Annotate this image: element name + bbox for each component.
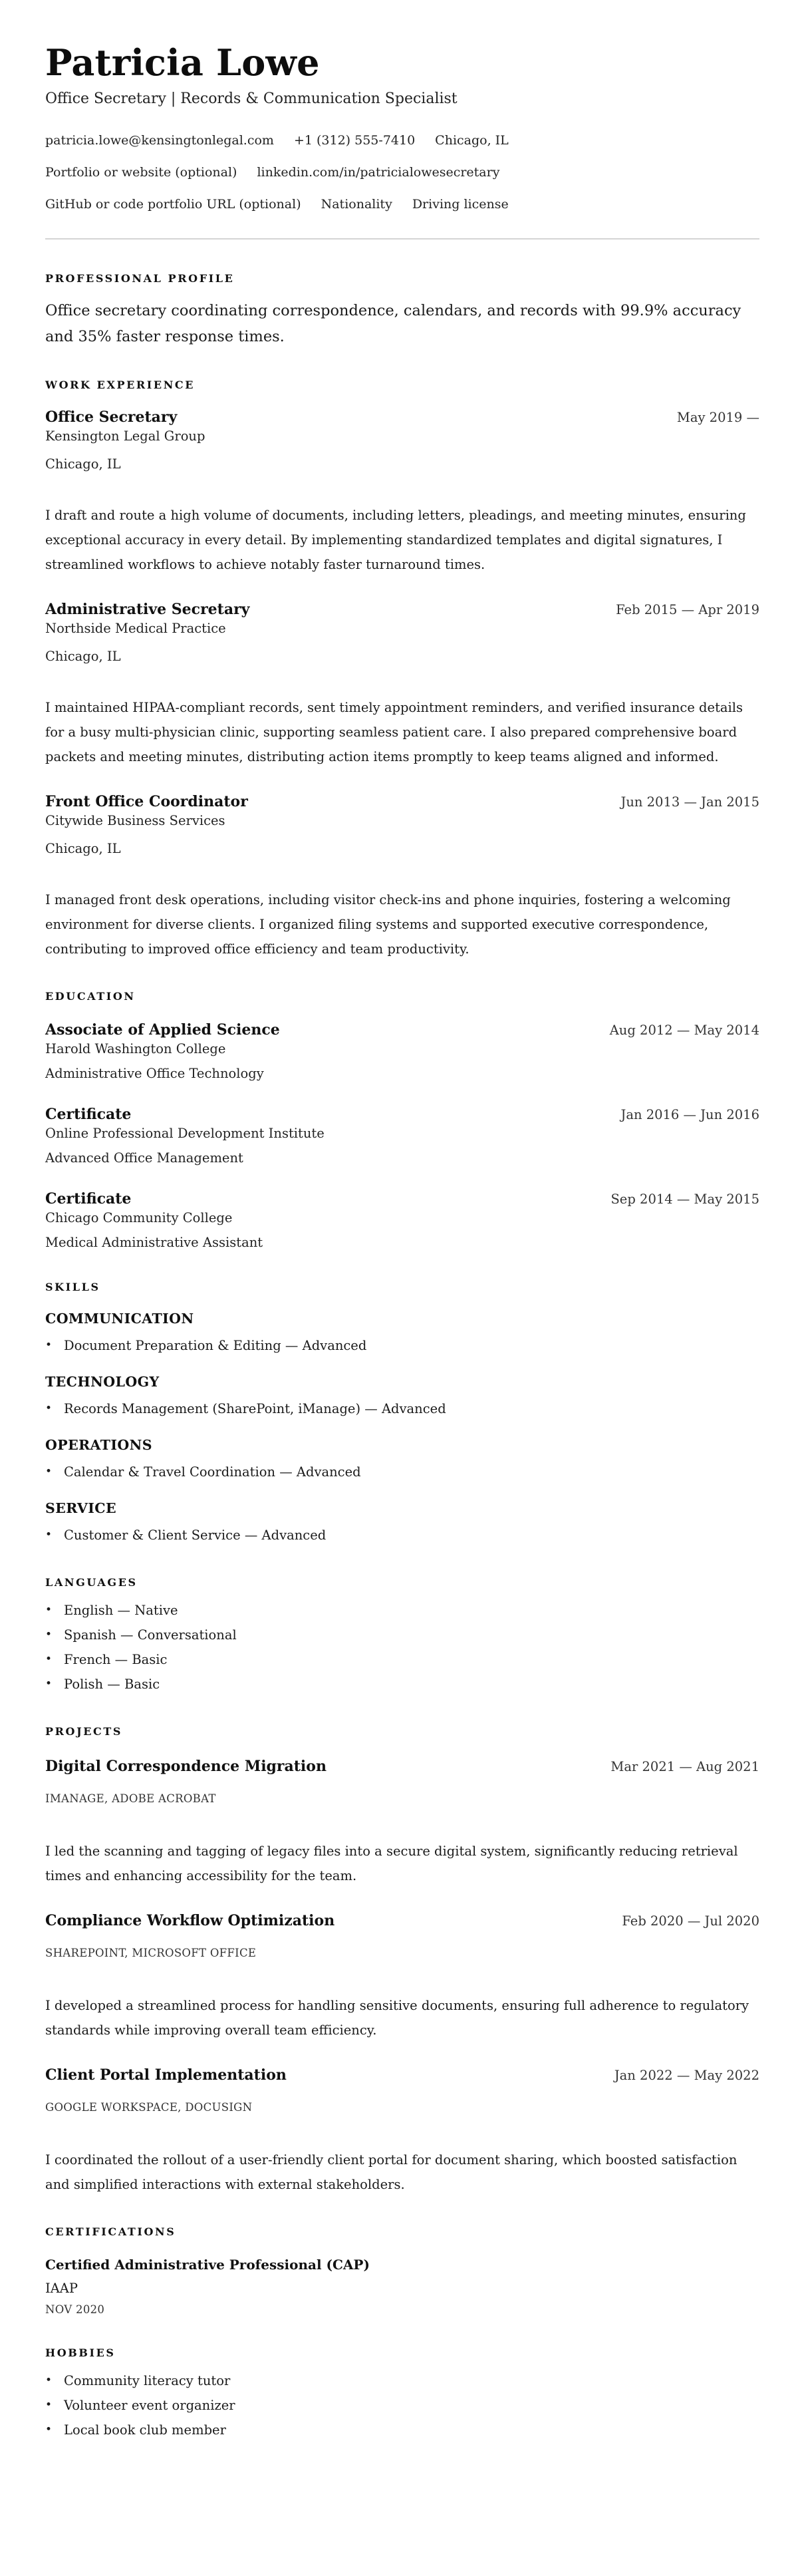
school: Online Professional Development Institute xyxy=(45,1126,325,1141)
section-projects xyxy=(45,1724,759,2197)
project-tools: IMANAGE, ADOBE ACROBAT xyxy=(45,1792,216,1805)
education-entry xyxy=(45,1104,759,1168)
work-entry xyxy=(45,407,759,577)
section-skills xyxy=(45,1280,759,1547)
project-entry xyxy=(45,2065,759,2197)
work-entry xyxy=(45,599,759,769)
contact-github[interactable]: GitHub or code portfolio URL (optional) xyxy=(45,197,301,212)
project-tools: GOOGLE WORKSPACE, DOCUSIGN xyxy=(45,2101,253,2114)
certification-name: Certified Administrative Professional (CAP) xyxy=(45,2257,370,2273)
contact-driving-license: Driving license xyxy=(412,197,509,212)
contact-linkedin[interactable]: linkedin.com/in/patricialowesecretary xyxy=(257,165,500,180)
section-education xyxy=(45,989,759,1252)
education-entry xyxy=(45,1020,759,1083)
job-dates: Jun 2013 — Jan 2015 xyxy=(620,794,759,810)
language-list xyxy=(45,1598,759,1696)
section-hobbies xyxy=(45,2346,759,2442)
contact-phone[interactable]: +1 (312) 555-7410 xyxy=(293,133,416,148)
work-entry xyxy=(45,792,759,961)
degree: Certificate xyxy=(45,1106,132,1123)
section-title: PROFESSIONAL PROFILE xyxy=(45,272,235,285)
section-title: HOBBIES xyxy=(45,2346,116,2359)
section-languages xyxy=(45,1575,759,1696)
hobby-item: • Community literacy tutor xyxy=(45,2368,759,2393)
project-entry xyxy=(45,1911,759,2042)
project-dates: Jan 2022 — May 2022 xyxy=(614,2068,759,2083)
skill-item: • Records Management (SharePoint, iManage) — Advanced xyxy=(45,1396,759,1421)
section-profile xyxy=(45,271,759,350)
skill-category: SERVICE xyxy=(45,1500,116,1516)
field-of-study: Medical Administrative Assistant xyxy=(45,1235,263,1250)
education-dates: Aug 2012 — May 2014 xyxy=(609,1023,759,1038)
job-description: I managed front desk operations, including visitor check-ins and phone inquiries, fostering a welcoming environment for diverse clients. I organized filing systems and supported executive correspondence, contributing to improved office efficiency and team productivity. xyxy=(45,892,731,957)
education-dates: Sep 2014 — May 2015 xyxy=(610,1192,759,1207)
hobby-list xyxy=(45,2368,759,2442)
contact-email[interactable]: patricia.lowe@kensingtonlegal.com xyxy=(45,133,274,148)
project-description: I coordinated the rollout of a user-friendly client portal for document sharing, which boosted satisfaction and simplified interactions with external stakeholders. xyxy=(45,2152,737,2192)
skill-category: TECHNOLOGY xyxy=(45,1374,160,1390)
education-dates: Jan 2016 — Jun 2016 xyxy=(620,1107,759,1122)
section-title: WORK EXPERIENCE xyxy=(45,379,196,391)
skill-group xyxy=(45,1499,759,1547)
project-description: I developed a streamlined process for handling sensitive documents, ensuring full adherence to regulatory standards while improving overall team efficiency. xyxy=(45,1998,749,2038)
job-company: Citywide Business Services xyxy=(45,813,225,828)
job-company: Kensington Legal Group xyxy=(45,428,205,444)
job-description: I draft and route a high volume of documents, including letters, pleadings, and meeting minutes, ensuring exceptional accuracy in every detail. By implementing standardized templates and digital signatures, I streamlined workflows to achieve notably faster turnaround times. xyxy=(45,508,746,572)
candidate-headline: Office Secretary | Records & Communication Specialist xyxy=(45,90,458,107)
language-item: • Spanish — Conversational xyxy=(45,1623,759,1647)
language-item: • English — Native xyxy=(45,1598,759,1623)
job-company: Northside Medical Practice xyxy=(45,621,226,636)
job-dates: May 2019 — xyxy=(676,410,759,425)
section-title: EDUCATION xyxy=(45,990,136,1003)
certification-entry xyxy=(45,2255,759,2318)
contact-line-3 xyxy=(45,196,759,213)
job-title: Office Secretary xyxy=(45,408,178,426)
contact-line-2 xyxy=(45,164,759,181)
job-location: Chicago, IL xyxy=(45,841,121,856)
contact-portfolio[interactable]: Portfolio or website (optional) xyxy=(45,165,237,180)
section-certifications xyxy=(45,2225,759,2318)
job-description: I maintained HIPAA-compliant records, sent timely appointment reminders, and verified insurance details for a busy multi-physician clinic, supporting seamless patient care. I also prepared comprehensive board packets and meeting minutes, distributing action items promptly to keep teams aligned and informed. xyxy=(45,700,743,764)
contact-line-1 xyxy=(45,132,759,149)
project-dates: Feb 2020 — Jul 2020 xyxy=(622,1913,759,1929)
certification-issuer: IAAP xyxy=(45,2281,78,2296)
skill-category: OPERATIONS xyxy=(45,1437,152,1453)
project-description: I led the scanning and tagging of legacy files into a secure digital system, significantly reducing retrieval times and enhancing accessibility for the team. xyxy=(45,1844,738,1883)
candidate-name: Patricia Lowe xyxy=(45,41,320,84)
project-dates: Mar 2021 — Aug 2021 xyxy=(610,1759,759,1774)
skill-group xyxy=(45,1372,759,1421)
language-item: • Polish — Basic xyxy=(45,1672,759,1696)
section-title: SKILLS xyxy=(45,1281,100,1293)
profile-summary: Office secretary coordinating correspondence, calendars, and records with 99.9% accuracy and 35% faster response times. xyxy=(45,302,741,345)
section-work-experience xyxy=(45,378,759,961)
skill-item: • Calendar & Travel Coordination — Advanced xyxy=(45,1460,759,1484)
contact-location: Chicago, IL xyxy=(435,133,509,148)
skill-item: • Document Preparation & Editing — Advanced xyxy=(45,1333,759,1358)
degree: Certificate xyxy=(45,1190,132,1208)
school: Chicago Community College xyxy=(45,1210,233,1225)
field-of-study: Administrative Office Technology xyxy=(45,1066,264,1081)
section-title: PROJECTS xyxy=(45,1725,123,1738)
resume-header xyxy=(45,39,759,213)
job-dates: Feb 2015 — Apr 2019 xyxy=(616,602,759,617)
job-title: Administrative Secretary xyxy=(45,601,250,618)
project-entry xyxy=(45,1756,759,1888)
skill-category: COMMUNICATION xyxy=(45,1311,194,1327)
contact-nationality: Nationality xyxy=(321,197,392,212)
degree: Associate of Applied Science xyxy=(45,1021,280,1039)
language-item: • French — Basic xyxy=(45,1647,759,1672)
header-divider xyxy=(45,238,759,240)
education-entry xyxy=(45,1189,759,1252)
certification-date: NOV 2020 xyxy=(45,2303,105,2316)
field-of-study: Advanced Office Management xyxy=(45,1150,243,1166)
section-title: CERTIFICATIONS xyxy=(45,2225,176,2238)
hobby-item: • Volunteer event organizer xyxy=(45,2393,759,2418)
section-title: LANGUAGES xyxy=(45,1576,138,1589)
skill-group xyxy=(45,1309,759,1358)
project-name: Digital Correspondence Migration xyxy=(45,1758,327,1775)
skill-group xyxy=(45,1436,759,1484)
job-location: Chicago, IL xyxy=(45,649,121,664)
hobby-item: • Local book club member xyxy=(45,2418,759,2442)
project-name: Compliance Workflow Optimization xyxy=(45,1912,335,1929)
project-name: Client Portal Implementation xyxy=(45,2066,287,2084)
job-location: Chicago, IL xyxy=(45,456,121,472)
job-title: Front Office Coordinator xyxy=(45,793,248,810)
school: Harold Washington College xyxy=(45,1041,226,1056)
project-tools: SHAREPOINT, MICROSOFT OFFICE xyxy=(45,1947,257,1959)
skill-item: • Customer & Client Service — Advanced xyxy=(45,1523,759,1547)
